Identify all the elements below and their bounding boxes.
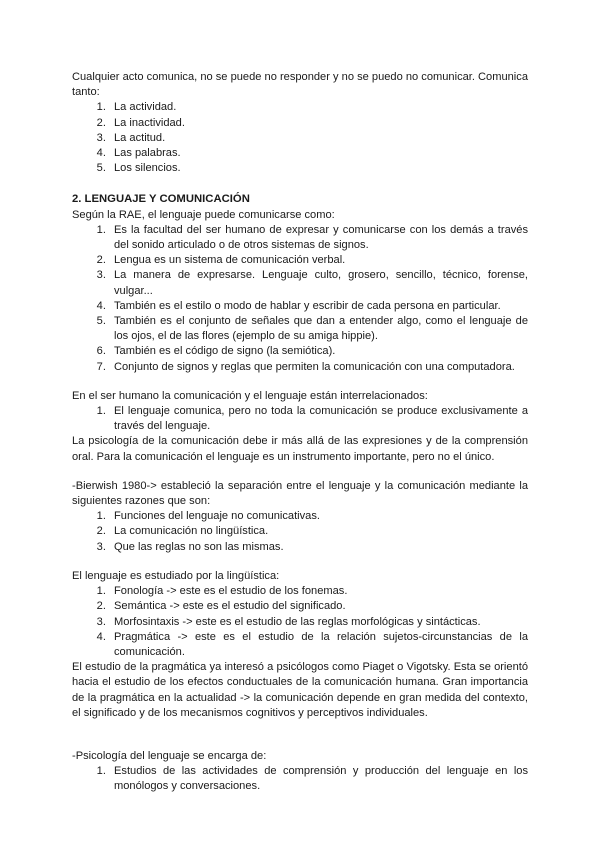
list-item: 3. Morfosintaxis -> este es el estudio de las reglas morfológicas y sintácticas. — [109, 615, 528, 630]
list-item: 6. También es el código de signo (la semiótica). — [109, 344, 528, 359]
linguistics-list — [72, 584, 528, 660]
bierwish-intro: -Bierwish 1980-> estableció la separación entre el lenguaje y la comunicación mediante la siguientes razones que son: — [72, 479, 528, 508]
list-item: 4. Pragmática -> este es el estudio de la relación sujetos-circunstancias de la comunicación. — [109, 630, 528, 660]
list-item: 4. También es el estilo o modo de hablar y escribir de cada persona en particular. — [109, 299, 528, 314]
list-item: 4. Las palabras. — [109, 146, 528, 161]
list-item: 3. La actitud. — [109, 131, 528, 146]
psychology-list — [72, 764, 528, 794]
list-item: 7. Conjunto de signos y reglas que permiten la comunicación con una computadora. — [109, 360, 528, 375]
relation-paragraph: La psicología de la comunicación debe ir más allá de las expresiones y de la comprensión oral. Para la comunicación el lenguaje es un instrumento importante, pero no el único. — [72, 435, 528, 463]
section-heading: 2. LENGUAJE Y COMUNICACIÓN — [72, 193, 250, 206]
document-page — [72, 70, 528, 795]
list-item: 2. Lengua es un sistema de comunicación verbal. — [109, 253, 528, 268]
relation-list — [72, 404, 528, 434]
list-item: 1. Estudios de las actividades de comprensión y producción del lenguaje en los monólogos y conversaciones. — [109, 764, 528, 794]
list-item: 1. Es la facultad del ser humano de expresar y comunicarse con los demás a través del sonido articulado o de otros sistemas de signos. — [109, 223, 528, 253]
rae-definitions-list — [72, 223, 528, 375]
list-item: 1. Fonología -> este es el estudio de los fonemas. — [109, 584, 528, 599]
list-item: 1. Funciones del lenguaje no comunicativas. — [109, 509, 528, 524]
pragmatics-paragraph: El estudio de la pragmática ya interesó a psicólogos como Piaget o Vigotsky. Esta se orientó hacia el estudio de los efectos conductuales de la comunicación humana. Gran importancia de la pragmática en la actualidad -> la comunicación depende en gran medida del contexto, el significado y de los mecanismos cognitivos y perceptivos individuales. — [72, 661, 528, 719]
list-item: 1. La actividad. — [109, 100, 528, 115]
list-item: 3. La manera de expresarse. Lenguaje culto, grosero, sencillo, técnico, forense, vulgar... — [109, 268, 528, 298]
list-item: 5. Los silencios. — [109, 161, 528, 176]
list-item: 2. La comunicación no lingüística. — [109, 524, 528, 539]
relation-intro: En el ser humano la comunicación y el lenguaje están interrelacionados: — [72, 389, 428, 402]
psychology-intro: -Psicología del lenguaje se encarga de: — [72, 749, 267, 762]
linguistics-intro: El lenguaje es estudiado por la lingüística: — [72, 569, 280, 582]
bierwish-list — [72, 509, 528, 555]
list-item: 2. Semántica -> este es el estudio del significado. — [109, 599, 528, 614]
list-item: 1. El lenguaje comunica, pero no toda la comunicación se produce exclusivamente a través del lenguaje. — [109, 404, 528, 434]
intro-paragraph: Cualquier acto comunica, no se puede no responder y no se puedo no comunicar. Comunica tanto: — [72, 71, 528, 99]
list-item: 3. Que las reglas no son las mismas. — [109, 540, 528, 555]
section-intro: Según la RAE, el lenguaje puede comunicarse como: — [72, 208, 335, 221]
intro-list — [72, 100, 528, 176]
list-item: 2. La inactividad. — [109, 116, 528, 131]
list-item: 5. También es el conjunto de señales que dan a entender algo, como el lenguaje de los ojos, el de las flores (ejemplo de su amiga hippie). — [109, 314, 528, 344]
